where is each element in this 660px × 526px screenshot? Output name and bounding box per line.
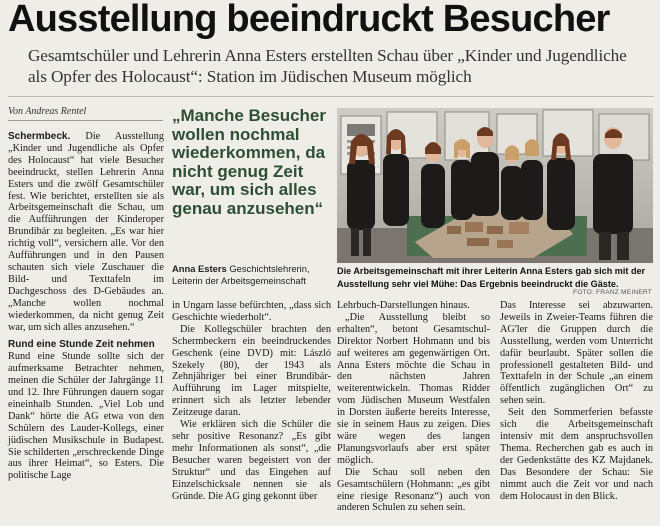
quote-author: Anna Esters — [172, 263, 227, 274]
byline-divider — [8, 120, 163, 121]
photo-illustration — [337, 108, 653, 263]
dateline: Schermbeck. — [8, 131, 71, 142]
paragraph: Wie erklären sich die Schüler die sehr positive Resonanz? „Es gibt mehr Informationen als sonst“, „die Besucher waren begeistert von der Struktur“ und das Eingehen auf Einzelschicksale nennen sie als Gründe. Die AG ging gekonnt über — [172, 419, 331, 502]
paragraph: „Die Ausstellung bleibt so erhalten“, betont Gesamtschul-Direktor Norbert Hohmann und bis auf weiteres am gegenwärtigen Ort. Anna Esters möchte die Schau in den nächsten Jahren weiterentwickeln. Thomas Ridder vom Jüdischen Museum Westfalen in Dorsten äußerte bereits Interesse, sie in seinem Haus zu zeigen. Dies wäre wegen des langen Planungsvorlaufs aber erst später möglich. — [337, 311, 490, 466]
subheadline: Gesamtschüler und Lehrerin Anna Esters erstellten Schau über „Kinder und Jugendliche als Opfer des Holocaust“: Station im Jüdischen Museum möglich — [28, 46, 627, 86]
paragraph: Lehrbuch-Darstellungen hinaus. — [337, 300, 470, 311]
paragraph: Das Interesse sei abzuwarten. Jeweils in Zweier-Teams führen die AG'ler die Gruppen durch die Ausstellung, werden vom Unterricht dafür beurlaubt. Später sollen die professionell gestalteten Bild- und Texttafeln in der Schule „an einem öffentlich zugänglichen Ort“ zu sehen sein. — [500, 300, 653, 407]
paragraph: Die Kollegschüler brachten den Schermbeckern ein beeindruckendes Geschenk (eine DVD) mit: László Szekely (80), der 1943 als Zehnjähriger bei einer Brundibár-Aufführung im Lager mitspielte, erinnert sich als letzter lebender Zeitzeuge daran. — [172, 323, 331, 419]
pull-quote-attribution — [172, 263, 332, 286]
article-column-1 — [8, 131, 164, 482]
byline: Von Andreas Rentel — [8, 106, 87, 117]
pull-quote: „Manche Besucher wollen nochmal wiederkommen, da nicht genug Zeit war, um sich alles genau anzusehen“ — [172, 106, 326, 218]
paragraph: Rund eine Stunde sollte sich der aufmerksame Betrachter nehmen, meinen die Schüler der Jahrgänge 11 und 12. Ihre Führungen dauern sogar eineinhalb Stunden. „Viel Lob und Dank“ hörte die AG etwa von den Schülern des Lauder-Kollegs, einer jüdischen Musikschule in Budapest. Sie schilderten „erschreckende Dinge aus ihrer Heimat“, so Esters. Die politische Lage — [8, 351, 164, 482]
photo-credit: FOTO: FRANZ MEINERT — [572, 289, 652, 296]
photo-caption: Die Arbeitsgemeinschaft mit ihrer Leiterin Anna Esters gab sich mit der Ausstellung sehr viel Mühe: Das Ergebnis beeindruckt die Gäste. — [337, 266, 646, 289]
article-column-2 — [172, 300, 331, 502]
quote-author-role: Geschichtslehrerin, Leiterin der Arbeitsgemeinschaft — [172, 263, 310, 286]
headline: Ausstellung beeindruckt Besucher — [8, 0, 610, 40]
article-column-4 — [500, 300, 653, 502]
paragraph: in Ungarn lasse befürchten, „dass sich Geschichte wiederholt“. — [172, 300, 331, 323]
paragraph — [8, 131, 164, 333]
paragraph: Die Schau soll neben den Gesamtschülern (Hohmann: „es gibt eine riesige Resonanz“) auch von anderen Schulen zu sehen sein. — [337, 466, 490, 514]
divider — [8, 96, 654, 97]
article-column-3 — [337, 300, 490, 514]
paragraph: Seit den Sommerferien befasste sich die Arbeitsgemeinschaft intensiv mit dem anspruchsvollen Thema. Recherchen gab es auch in der Gedenkstätte des KZ Majdanek. Das Besondere der Schau: Sie nimmt auch die Zeit vor und nach dem Holocaust in den Blick. — [500, 407, 653, 502]
section-subtitle: Rund eine Stunde Zeit nehmen — [8, 339, 155, 351]
group-photo — [337, 108, 653, 263]
paragraph-text: Die Ausstellung „Kinder und Jugendliche als Opfer des Holocaust“ hat viele Besucher beeindruckt, stellen Lehrerin Anna Esters und die zwölf Gesamtschüler fest. Wie berichtet, erstellten sie als Arbeitsgemeinschaft die Schau, um die Aufführungen der Kinderoper Brundibár zu begleiten. „Es war hier richtig voll“, versichern alle. Vor den Aufführungen und in den Pausen schauten sich viele Zuschauer die Bild- und Texttafeln im Dachgeschoss des D-Gebäudes an. „Manche wollen nochmal wiederkommen, da nicht genug Zeit war, um sich alles anzusehen.“ — [8, 131, 164, 333]
